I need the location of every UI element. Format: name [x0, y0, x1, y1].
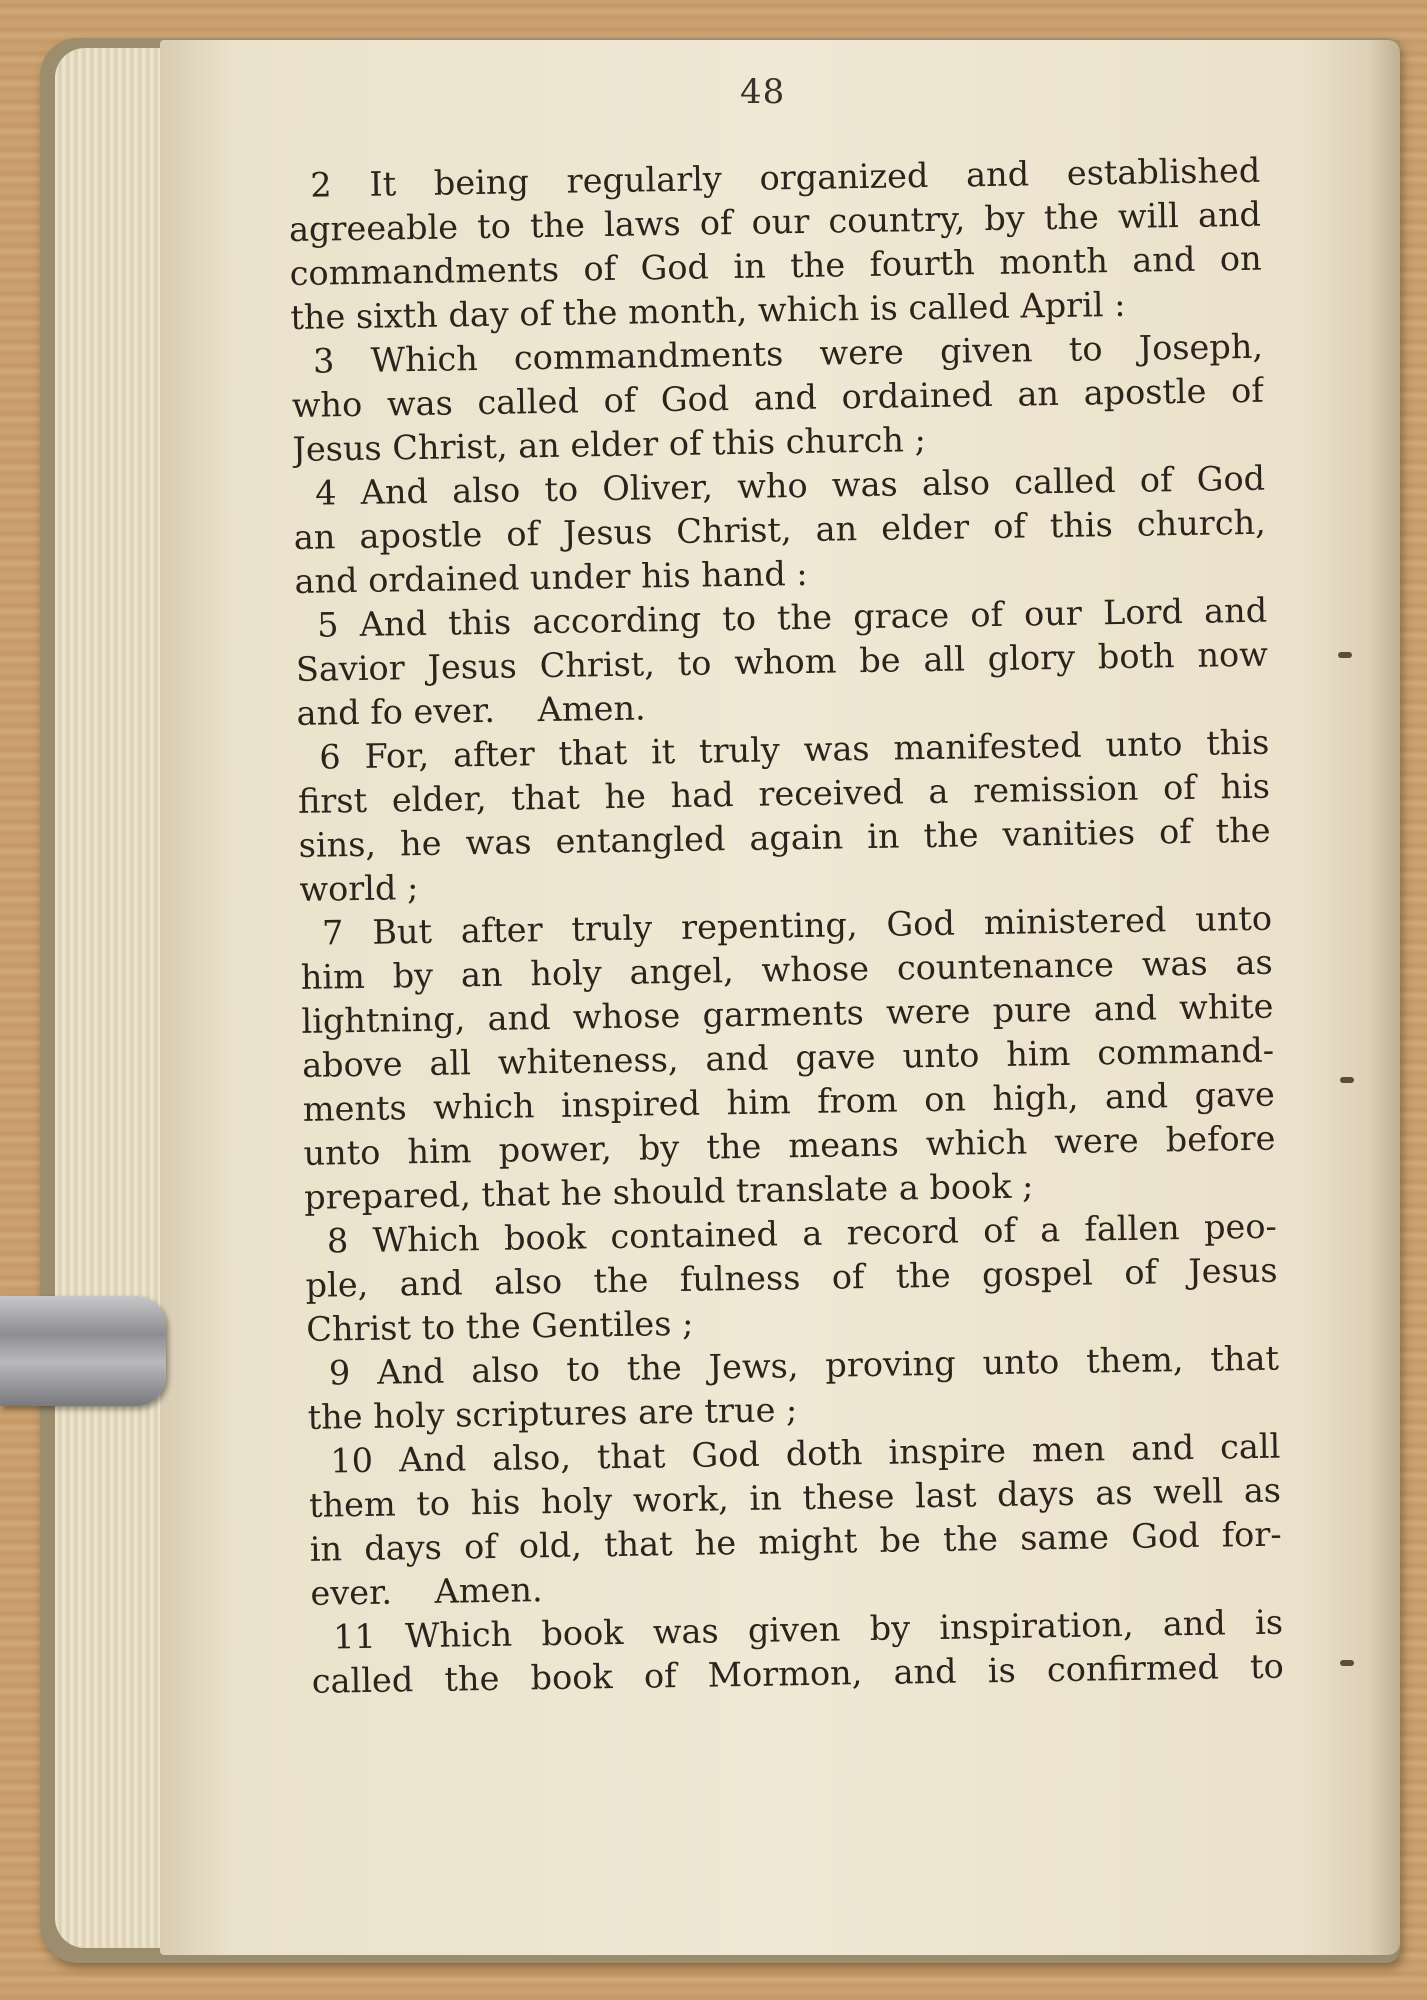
text-line: prepared, that he should translate a book ; — [303, 1166, 1034, 1217]
text-line: unto him power, by the means which were before — [303, 1118, 1276, 1173]
text-line: above all whiteness, and gave unto him command- — [301, 1030, 1275, 1085]
text-line: Christ to the Gentiles ; — [306, 1303, 694, 1349]
page-number: 48 — [740, 72, 786, 112]
text-line: commandments of God in the fourth month and on — [289, 238, 1262, 293]
knife-blade — [0, 1296, 166, 1406]
text-line: the sixth day of the month, which is called April : — [290, 284, 1126, 337]
text-line: ple, and also the fulness of the gospel of Jesus — [305, 1250, 1278, 1305]
text-line: 10 And also, that God doth inspire men and call — [330, 1426, 1281, 1481]
text-line: them to his holy work, in these last days as well as — [308, 1470, 1282, 1525]
text-line: in days of old, that he might be the same God for- — [309, 1514, 1282, 1569]
page-notch — [1338, 652, 1352, 658]
text-line: 5 And this according to the grace of our Lord and — [316, 590, 1268, 645]
text-line: sins, he was entangled again in the vanities of the — [298, 810, 1271, 865]
text-line: lightning, and whose garments were pure and white — [301, 986, 1274, 1041]
text-line: ments which inspired him from on high, and gave — [302, 1074, 1276, 1129]
text-line: the holy scriptures are true ; — [307, 1390, 798, 1437]
text-line: world ; — [299, 868, 419, 909]
page-text — [288, 149, 1284, 1704]
text-line: Savior Jesus Christ, to whom be all glory both now — [295, 634, 1269, 689]
text-line: agreeable to the laws of our country, by the will and — [288, 194, 1262, 249]
text-line: Jesus Christ, an elder of this church ; — [292, 420, 927, 469]
text-line: called the book of Mormon, and is confirmed to — [311, 1646, 1285, 1701]
page-notch — [1340, 1660, 1354, 1666]
text-line: an apostle of Jesus Christ, an elder of this church, — [293, 502, 1267, 557]
text-line: 2 It being regularly organized and established — [310, 150, 1261, 205]
text-line: ever. Amen. — [310, 1570, 543, 1613]
text-line: who was called of God and ordained an apostle of — [291, 370, 1264, 425]
page-stack-edge — [55, 48, 175, 1948]
text-line: 4 And also to Oliver, who was also called of God — [314, 458, 1266, 513]
text-line: 11 Which book was given by inspiration, and is — [332, 1602, 1284, 1657]
text-line: 9 And also to the Jews, proving unto them, that — [328, 1338, 1280, 1393]
text-line: 8 Which book contained a record of a fallen peo- — [326, 1206, 1278, 1261]
text-line: 3 Which commandments were given to Joseph, — [312, 326, 1264, 381]
text-line: first elder, that he had received a remission of his — [297, 766, 1271, 821]
text-line: and ordained under his hand : — [294, 553, 808, 601]
text-line: and fo ever. Amen. — [296, 688, 646, 733]
page-notch — [1340, 1077, 1354, 1083]
text-line: him by an holy angel, whose countenance was as — [300, 942, 1273, 997]
text-line: 6 For, after that it truly was manifested unto this — [319, 722, 1270, 777]
text-line: 7 But after truly repenting, God ministered unto — [321, 898, 1273, 953]
